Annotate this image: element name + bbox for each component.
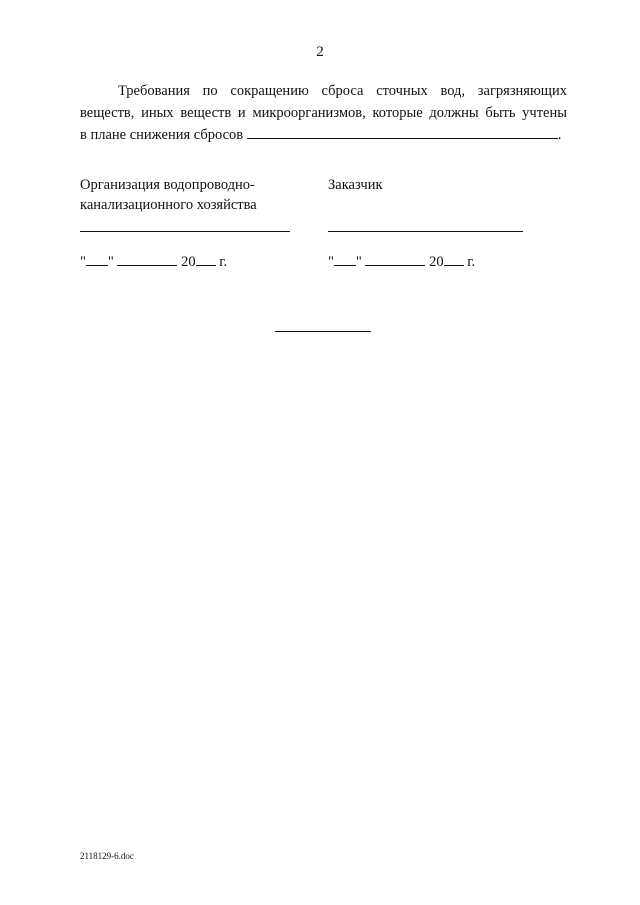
year-suffix: г. — [219, 254, 228, 270]
requirements-line-3-text: в плане снижения сбросов — [80, 127, 244, 143]
year-prefix: 20 — [181, 254, 196, 270]
end-divider — [275, 331, 371, 332]
year-blank[interactable] — [196, 252, 216, 266]
year-suffix: г. — [467, 254, 476, 270]
requirements-line-3-end: . — [557, 127, 562, 143]
year-prefix: 20 — [429, 254, 444, 270]
water-utility-label-line-1: Организация водопроводно- — [80, 177, 255, 193]
water-utility-label — [80, 175, 257, 215]
requirements-line-2: веществ, иных веществ и микроорганизмов, которые должны быть учтены — [80, 105, 567, 121]
customer-signature-line[interactable] — [328, 231, 523, 232]
customer-label-text: Заказчик — [328, 177, 383, 193]
reduction-plan-blank[interactable] — [247, 124, 558, 139]
date-quote-close: " — [355, 254, 362, 270]
customer-label — [328, 175, 383, 195]
requirements-line-1: Требования по сокращению сброса сточных вод, загрязняющих — [118, 83, 567, 99]
month-blank[interactable] — [365, 252, 425, 266]
day-blank[interactable] — [334, 252, 356, 266]
day-blank[interactable] — [86, 252, 108, 266]
page-number: 2 — [316, 44, 324, 60]
year-blank[interactable] — [444, 252, 464, 266]
date-quote-close: " — [107, 254, 114, 270]
requirements-line-3 — [80, 124, 567, 146]
water-utility-signature-line[interactable] — [80, 231, 290, 232]
water-utility-label-line-2: канализационного хозяйства — [80, 197, 257, 213]
customer-date — [328, 252, 475, 271]
requirements-paragraph — [80, 80, 567, 146]
month-blank[interactable] — [117, 252, 177, 266]
date-quote-open: " — [80, 254, 86, 270]
date-quote-open: " — [328, 254, 334, 270]
document-code: 2118129-6.doc — [80, 851, 134, 861]
water-utility-date — [80, 252, 227, 271]
